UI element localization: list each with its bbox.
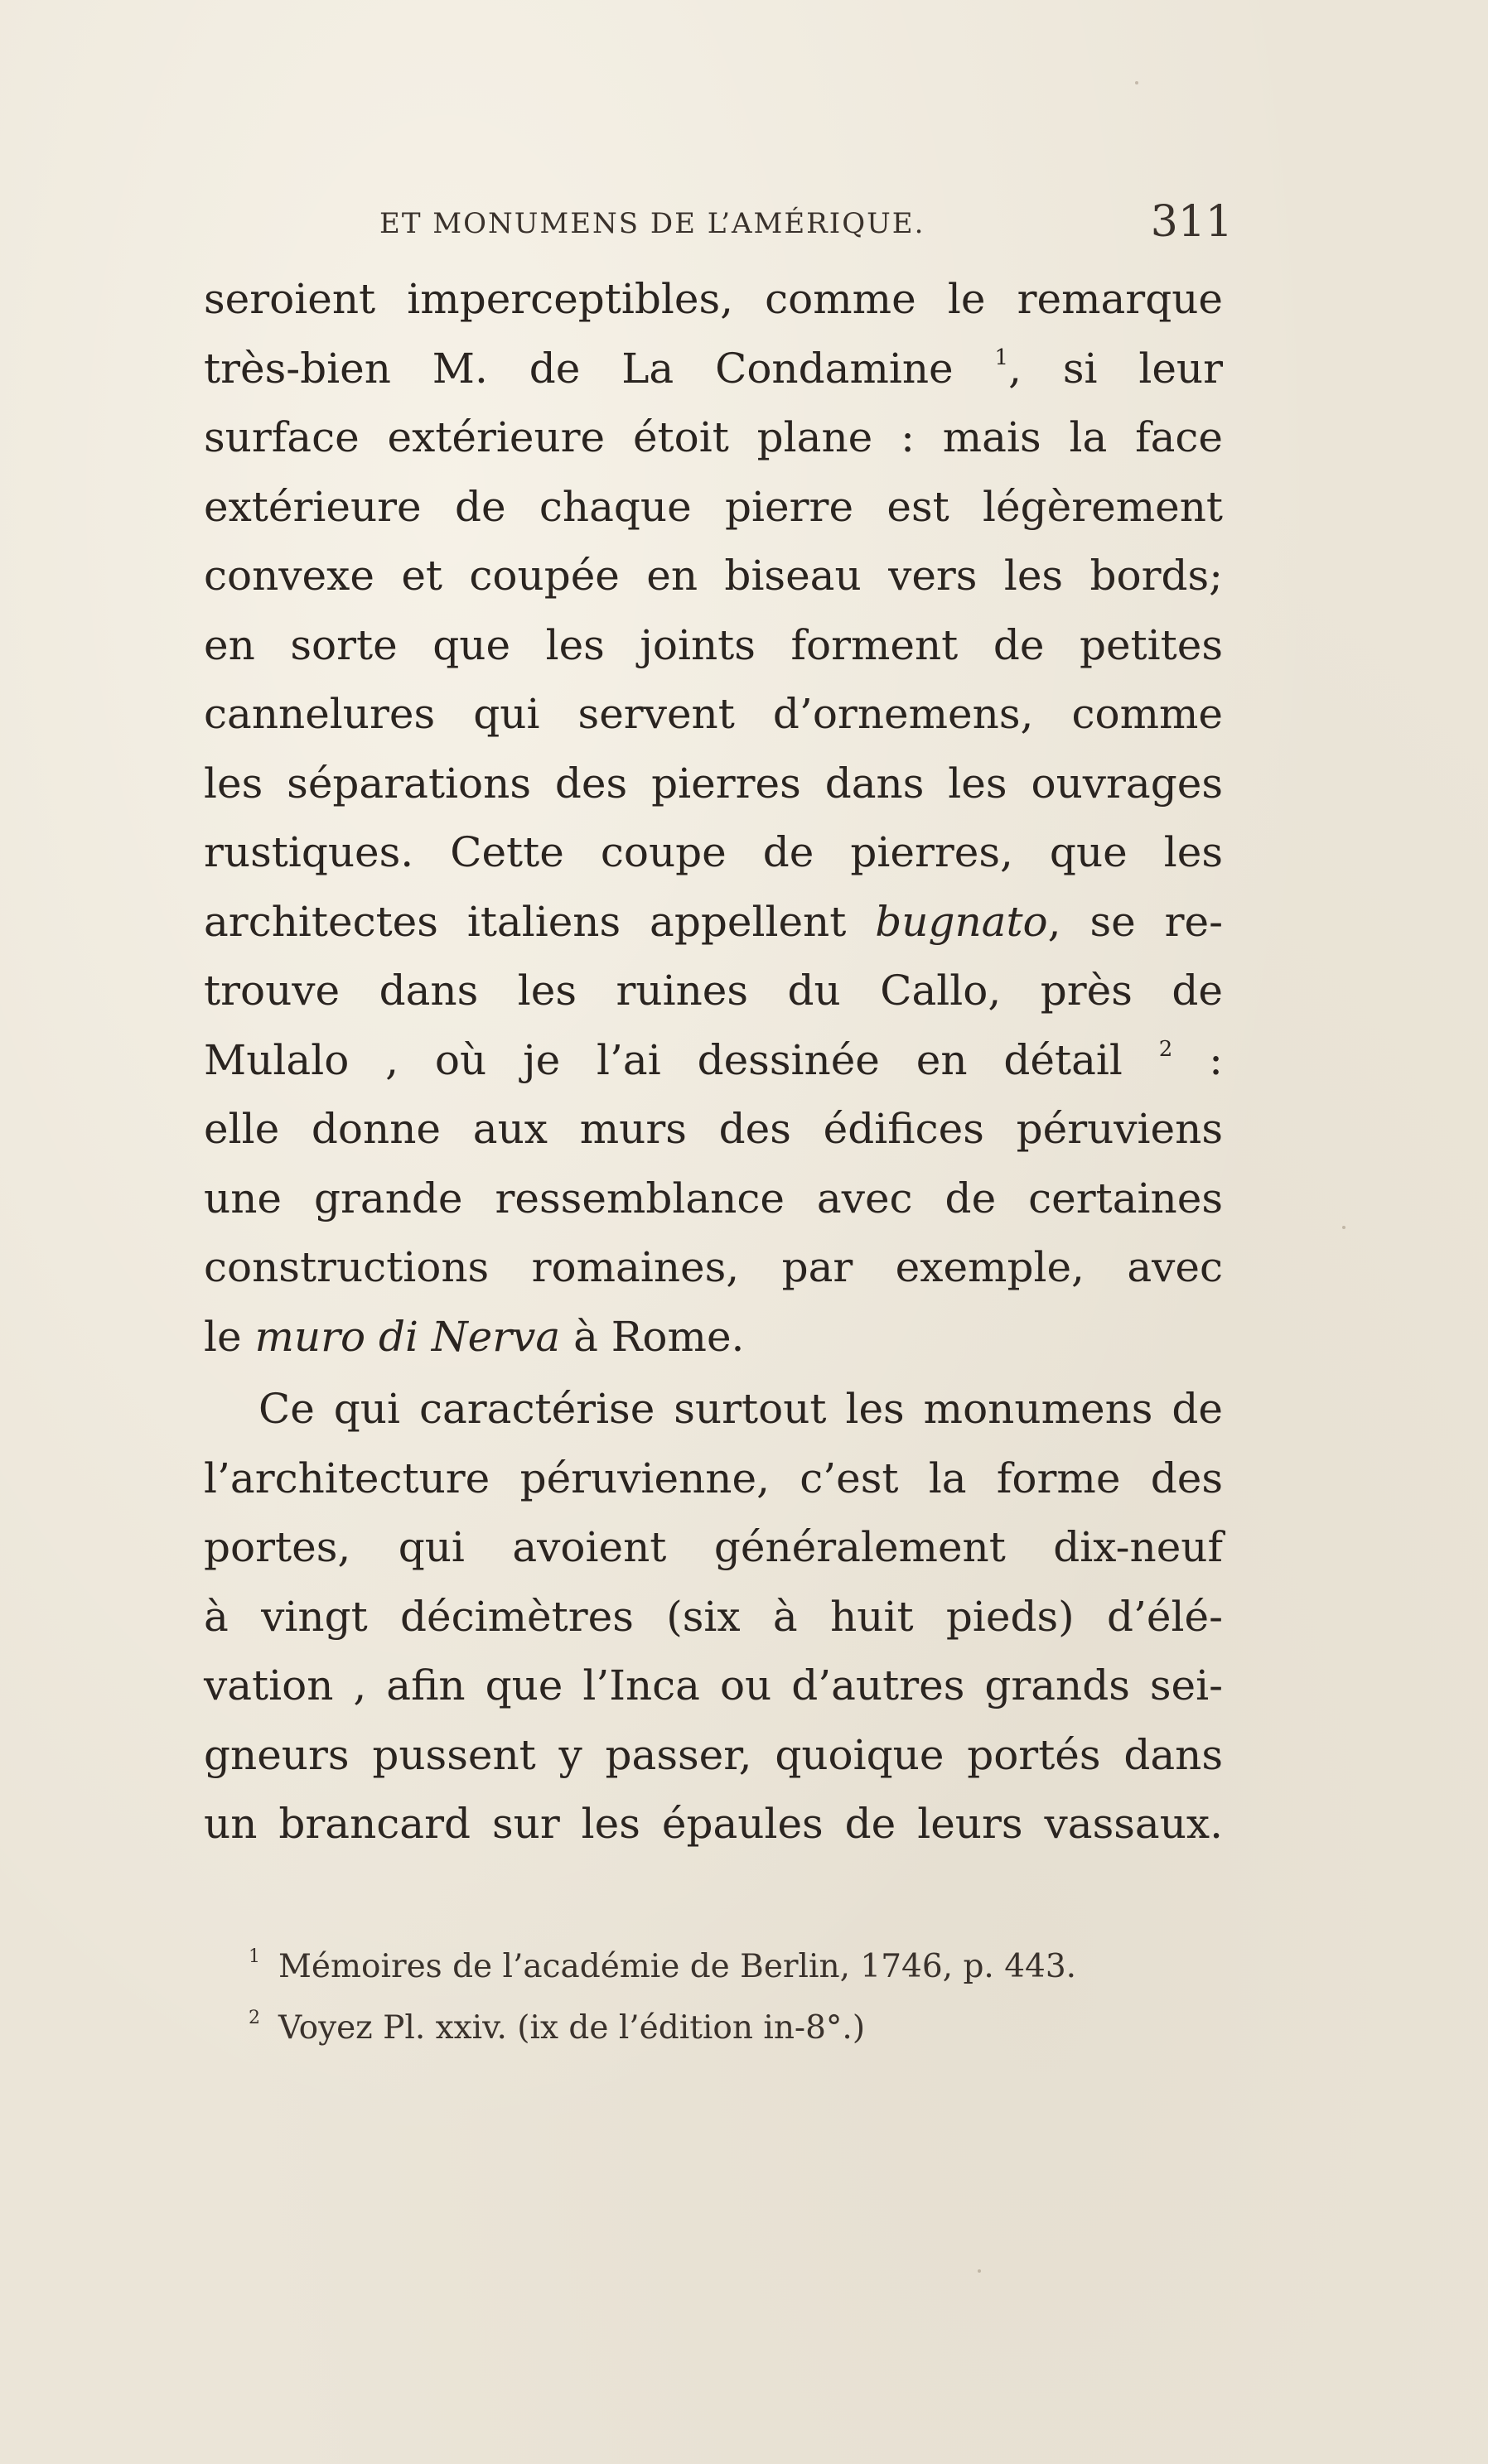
footnote-text: Mémoires de l’académie de Berlin, 1746, p. 443. [278, 1948, 1077, 1985]
text-line: les séparations des pierres dans les ouvrages [204, 759, 1223, 808]
italic-term: bugnato [875, 897, 1048, 946]
text-line: Mulalo , où je l’ai dessinée en détail $^2$ : [204, 1035, 1223, 1084]
text-line: cannelures qui servent d’ornemens, comme [204, 690, 1223, 738]
text-line: rustiques. Cette coupe de pierres, que les [204, 828, 1223, 876]
text-line: l’architecture péruvienne, c’est la forme des [204, 1454, 1223, 1502]
running-title: ET MONUMENS DE L’AMÉRIQUE. [379, 207, 925, 240]
running-head [346, 192, 1233, 258]
text-line: surface extérieure étoit plane : mais la face [204, 413, 1223, 461]
text-line: Ce qui caractérise surtout les monumens de [258, 1385, 1223, 1433]
paper-speck [1342, 1226, 1345, 1229]
page-number: 311 [1150, 197, 1233, 247]
footnote [249, 1936, 1284, 1998]
paper-speck [1135, 81, 1138, 84]
italic-term: muro di Nerva [254, 1312, 561, 1361]
text-line: convexe et coupée en biseau vers les bords; [204, 552, 1223, 600]
text-line: le muro di Nerva à Rome. [204, 1312, 745, 1361]
text-line: elle donne aux murs des édifices péruviens [204, 1105, 1223, 1153]
footnote-mark: 1 [249, 1946, 260, 1967]
text-line: portes, qui avoient généralement dix-neuf [204, 1523, 1223, 1571]
text-line: un brancard sur les épaules de leurs vassaux. [204, 1800, 1223, 1848]
text-line: extérieure de chaque pierre est légèrement [204, 482, 1223, 531]
text-line: gneurs pussent y passer, quoique portés dans [204, 1730, 1223, 1779]
paper-speck [978, 2269, 981, 2273]
footnote-text: Voyez Pl. xxiv. (ix de l’édition in-8°.) [278, 2009, 866, 2047]
footnote-ref: 2 [1158, 1036, 1173, 1062]
text-line: vation , afin que l’Inca ou d’autres grands sei- [204, 1661, 1223, 1709]
text-line: constructions romaines, par exemple, avec [204, 1243, 1223, 1291]
text-line: architectes italiens appellent bugnato, se re- [204, 897, 1223, 946]
text-line: en sorte que les joints forment de petites [204, 620, 1223, 669]
text-line: très-bien M. de La Condamine $^1$, si leur [204, 344, 1224, 393]
text-line: une grande ressemblance avec de certaines [204, 1174, 1223, 1222]
text-line: à vingt décimètres (six à huit pieds) d’élé- [204, 1592, 1223, 1641]
body-text [204, 265, 1223, 1859]
footnote [249, 1998, 1284, 2059]
text-line: trouve dans les ruines du Callo, près de [204, 967, 1223, 1015]
footnotes [249, 1936, 1284, 2059]
footnote-ref: 1 [994, 345, 1009, 370]
text-line: seroient imperceptibles, comme le remarque [204, 275, 1223, 323]
footnote-mark: 2 [249, 2008, 260, 2028]
